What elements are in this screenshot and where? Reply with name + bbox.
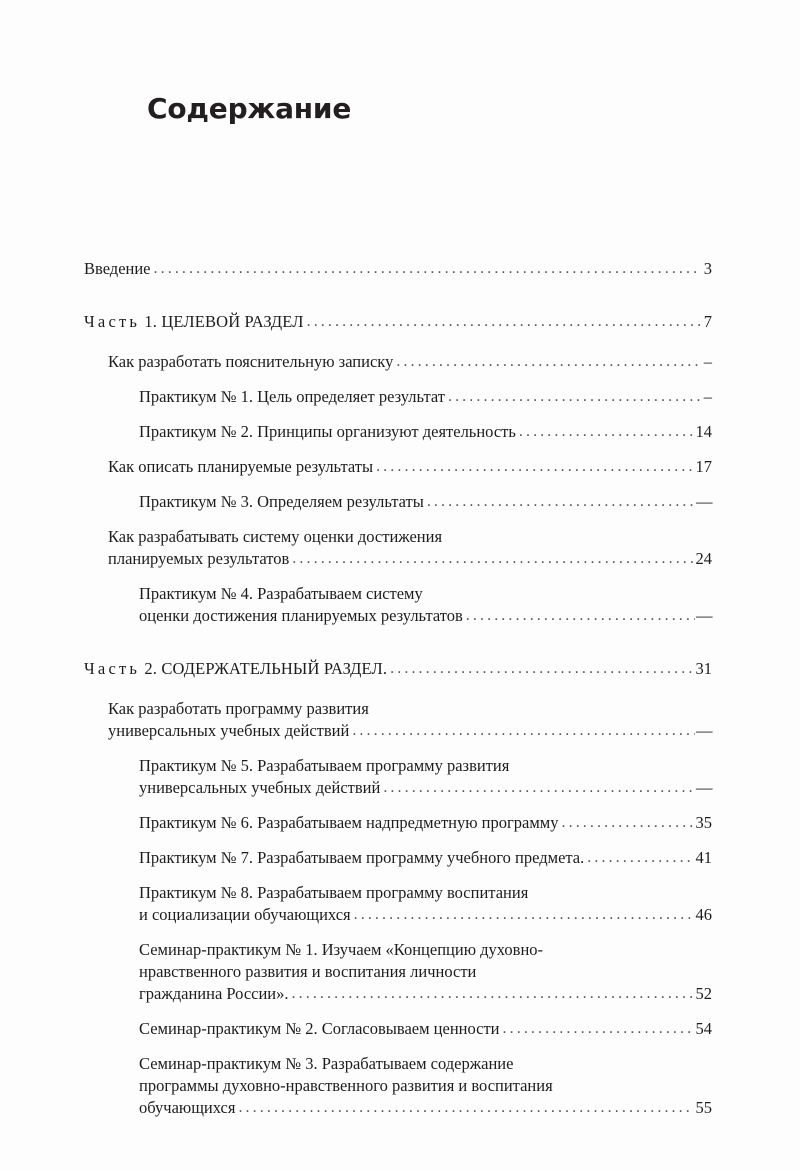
toc-entry-leader-row xyxy=(139,1018,712,1041)
toc-entry[interactable] xyxy=(84,1018,712,1041)
dot-leader xyxy=(307,311,701,333)
toc-page-number: — xyxy=(696,492,712,511)
toc-entry-leader-row xyxy=(139,421,712,444)
toc-entry-label: Как описать планируемые результаты xyxy=(108,457,374,476)
toc-entry[interactable] xyxy=(84,421,712,444)
toc-entry[interactable] xyxy=(84,386,712,409)
part-title: 1. ЦЕЛЕВОЙ РАЗДЕЛ xyxy=(140,312,304,331)
dot-leader xyxy=(503,1018,693,1040)
toc-entry-label: Как разработать пояснительную записку xyxy=(108,352,394,371)
toc-page-number: 31 xyxy=(695,659,712,678)
toc-entry[interactable] xyxy=(84,847,712,870)
toc-entry-leader-row xyxy=(108,351,712,374)
toc-entry-label: Практикум № 1. Цель определяет результат xyxy=(139,387,445,406)
page-title: Содержание xyxy=(147,91,352,125)
part-keyword: Часть xyxy=(84,659,141,678)
toc-entry[interactable] xyxy=(84,351,712,374)
toc-entry-leader-row xyxy=(108,720,712,743)
toc-entry-leader-row xyxy=(108,548,712,571)
toc-page-number: 52 xyxy=(695,984,712,1003)
toc-entry-label: Практикум № 7. Разрабатываем программу учебного предмета. xyxy=(139,848,585,867)
toc-entry-leader-row xyxy=(139,983,712,1006)
toc-entry[interactable] xyxy=(84,812,712,835)
toc-entry[interactable] xyxy=(84,882,712,927)
toc-entry[interactable] xyxy=(84,755,712,800)
toc-page-number: 7 xyxy=(703,312,712,331)
toc-page-number: 41 xyxy=(695,848,712,867)
toc-page-number: 14 xyxy=(695,422,712,441)
dot-leader xyxy=(383,777,695,799)
toc-entry-leader-row xyxy=(84,658,712,681)
part-title: 2. СОДЕРЖАТЕЛЬНЫЙ РАЗДЕЛ. xyxy=(140,659,388,678)
toc-entry-leader-row xyxy=(139,777,712,800)
dot-leader xyxy=(390,658,692,680)
toc-entry[interactable] xyxy=(84,526,712,571)
toc-entry-label: Практикум № 3. Определяем результаты xyxy=(139,492,424,511)
toc-entry-label: оценки достижения планируемых результатов xyxy=(139,606,463,625)
toc-entry-label: универсальных учебных действий xyxy=(108,721,350,740)
toc-page-number: — xyxy=(696,778,712,797)
toc-entry[interactable] xyxy=(84,311,712,334)
dot-leader xyxy=(238,1097,692,1119)
toc-entry[interactable] xyxy=(84,491,712,514)
toc-entry-label: Практикум № 2. Принципы организуют деятельность xyxy=(139,422,516,441)
dot-leader xyxy=(562,812,693,834)
toc-entry-leader-row xyxy=(108,456,712,479)
toc-page-number: 54 xyxy=(695,1019,712,1038)
toc-entry-leader-row xyxy=(84,311,712,334)
toc-page-number: 3 xyxy=(703,259,712,278)
toc-entry-label: Практикум № 6. Разрабатываем надпредметную программу xyxy=(139,813,559,832)
toc-entry-line: Семинар-практикум № 1. Изучаем «Концепцию духовно- xyxy=(139,940,544,959)
toc-page-number: 24 xyxy=(695,549,712,568)
dot-leader xyxy=(448,386,700,408)
toc-entry[interactable] xyxy=(84,658,712,681)
toc-entry-leader-row xyxy=(139,1097,712,1120)
toc-entry-line: нравственного развития и воспитания личности xyxy=(139,962,477,981)
toc-entry[interactable] xyxy=(84,698,712,743)
toc-page-number: 46 xyxy=(695,905,712,924)
toc-entry-leader-row xyxy=(139,386,712,409)
toc-entry-leader-row xyxy=(84,258,712,281)
toc-entry-label xyxy=(84,658,387,680)
dot-leader xyxy=(396,351,699,373)
toc-entry-leader-row xyxy=(139,847,712,870)
toc-entry[interactable] xyxy=(84,456,712,479)
toc-entry-label: гражданина России». xyxy=(139,984,289,1003)
toc-entry-label: универсальных учебных действий xyxy=(139,778,381,797)
toc-page-number: 35 xyxy=(695,813,712,832)
table-of-contents xyxy=(84,258,712,1120)
toc-page-number: – xyxy=(703,387,712,406)
dot-leader xyxy=(376,456,692,478)
toc-entry-leader-row xyxy=(139,812,712,835)
dot-leader xyxy=(352,720,695,742)
dot-leader xyxy=(427,491,695,513)
toc-entry-label: Введение xyxy=(84,259,151,278)
toc-page-number: 55 xyxy=(695,1098,712,1117)
toc-entry-line: Практикум № 8. Разрабатываем программу воспитания xyxy=(139,883,529,902)
toc-entry-line: Практикум № 4. Разрабатываем систему xyxy=(139,584,423,603)
toc-entry-label: обучающихся xyxy=(139,1098,236,1117)
toc-entry-line: Как разработать программу развития xyxy=(108,699,369,718)
toc-entry-label xyxy=(84,311,304,333)
toc-entry-leader-row xyxy=(139,491,712,514)
dot-leader xyxy=(466,605,695,627)
toc-page-number: — xyxy=(696,721,712,740)
toc-entry[interactable] xyxy=(84,939,712,1006)
toc-page-number: 17 xyxy=(695,457,712,476)
toc-entry-line: программы духовно-нравственного развития и воспитания xyxy=(139,1076,553,1095)
toc-entry-label: и социализации обучающихся xyxy=(139,905,351,924)
dot-leader xyxy=(292,548,692,570)
toc-page-number: — xyxy=(696,606,712,625)
dot-leader xyxy=(292,983,693,1005)
dot-leader xyxy=(587,847,692,869)
part-keyword: Часть xyxy=(84,312,141,331)
toc-page-number: – xyxy=(703,352,712,371)
toc-entry-line: Практикум № 5. Разрабатываем программу развития xyxy=(139,756,510,775)
toc-entry[interactable] xyxy=(84,1053,712,1120)
toc-entry-leader-row xyxy=(139,904,712,927)
toc-entry-leader-row xyxy=(139,605,712,628)
toc-entry-label: планируемых результатов xyxy=(108,549,290,568)
dot-leader xyxy=(154,258,701,280)
toc-entry-line: Как разрабатывать систему оценки достижения xyxy=(108,527,443,546)
toc-entry-line: Семинар-практикум № 3. Разрабатываем содержание xyxy=(139,1054,514,1073)
toc-entry[interactable] xyxy=(84,583,712,628)
dot-leader xyxy=(519,421,693,443)
toc-entry-label: Семинар-практикум № 2. Согласовываем ценности xyxy=(139,1019,500,1038)
dot-leader xyxy=(354,904,693,926)
toc-entry[interactable] xyxy=(84,258,712,281)
